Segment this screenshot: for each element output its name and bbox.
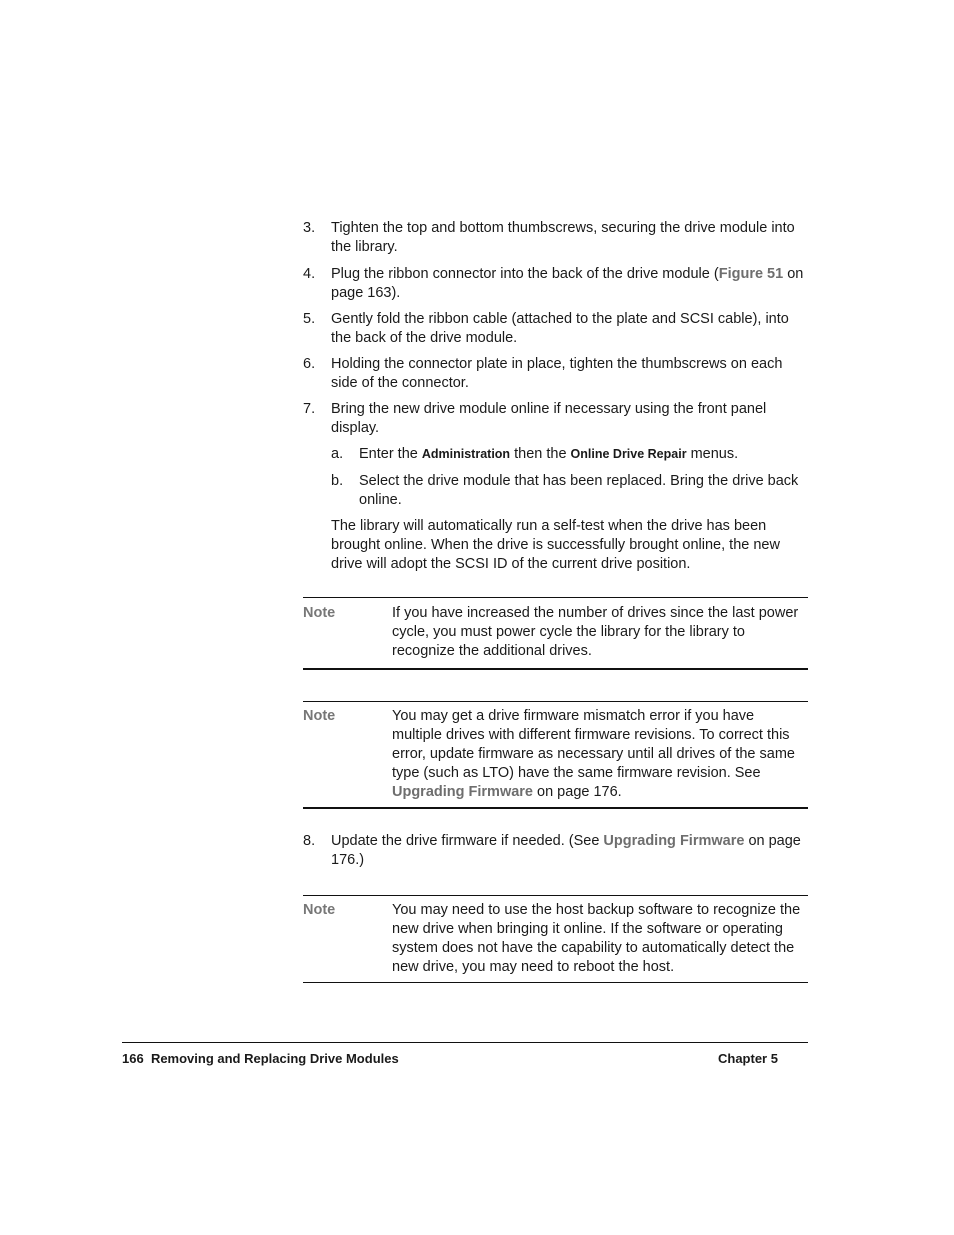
- note-text: [392, 901, 808, 977]
- step-text: [331, 355, 809, 393]
- note-label: Note: [303, 708, 336, 724]
- substep-text-run: then the: [510, 446, 571, 462]
- step-number: 7.: [303, 401, 316, 417]
- step-number: 6.: [303, 356, 316, 372]
- upgrading-firmware-link[interactable]: Upgrading Firmware: [603, 833, 745, 849]
- note-text-run: If you have increased the number of drives since the last power cycle, you must power cycle the library for the library to recognize the additional drives.: [392, 605, 799, 659]
- step-text-run: Gently fold the ribbon cable (attached to the plate and SCSI cable), into the back of the drive module.: [331, 311, 789, 346]
- upgrading-firmware-link[interactable]: Upgrading Firmware: [392, 784, 533, 800]
- step-text: [331, 400, 809, 438]
- substep-text-run: menus.: [686, 446, 739, 462]
- step-text-run: Plug the ribbon connector into the back of the drive module (: [331, 266, 719, 282]
- step-text: [331, 265, 809, 303]
- page-number: 166: [122, 1051, 144, 1066]
- note-bottom-rule: [303, 807, 808, 809]
- note-label: Note: [303, 902, 336, 918]
- note-top-rule: [303, 895, 808, 896]
- note-text-run: You may need to use the host backup software to recognize the new drive when bringing it online. If the software or operating system does not have the capability to automatically detect the new drive, you may need to reboot the host.: [392, 902, 801, 975]
- step-text: [331, 219, 809, 257]
- substep-letter: b.: [331, 473, 344, 489]
- substep-text: [359, 445, 809, 464]
- step-text-run: Holding the connector plate in place, tighten the thumbscrews on each side of the connector.: [331, 356, 783, 391]
- step-number: 4.: [303, 266, 316, 282]
- step-text: [331, 832, 809, 870]
- menu-name-online-drive-repair: Online Drive Repair: [570, 447, 687, 461]
- note-text: [392, 604, 808, 661]
- note-text-run: You may get a drive firmware mismatch error if you have multiple drives with different firmware revisions. To correct this error, update firmware as necessary until all drives of the same type (such as LTO) have the same firmware revision. See: [392, 708, 795, 781]
- substep-text-run: Enter the: [359, 446, 422, 462]
- step-text-run: on page 176.): [331, 833, 801, 868]
- note-top-rule: [303, 597, 808, 598]
- substep-text-run: Select the drive module that has been replaced. Bring the drive back online.: [359, 473, 799, 508]
- menu-name-administration: Administration: [421, 447, 511, 461]
- step-number: 8.: [303, 833, 316, 849]
- substep-letter: a.: [331, 446, 344, 462]
- section-title: Removing and Replacing Drive Modules: [150, 1051, 399, 1066]
- substep-text: [359, 472, 809, 510]
- step-number: 3.: [303, 220, 316, 236]
- step-text-run: Bring the new drive module online if necessary using the front panel display.: [331, 401, 767, 436]
- figure-link[interactable]: Figure 51: [718, 266, 784, 282]
- note-label: Note: [303, 605, 336, 621]
- note-text-run: on page 176.: [533, 784, 622, 800]
- note-bottom-rule: [303, 982, 808, 983]
- note-text: [392, 707, 808, 802]
- step-text-run: Tighten the top and bottom thumbscrews, securing the drive module into the library.: [331, 220, 795, 255]
- step-paragraph: The library will automatically run a self-test when the drive has been brought online. When the drive is successfully brought online, the new drive will adopt the SCSI ID of the current drive position.: [331, 518, 780, 572]
- step-number: 5.: [303, 311, 316, 327]
- step-text: [331, 310, 809, 348]
- step-text-run: Update the drive firmware if needed. (See: [331, 833, 604, 849]
- chapter-label: Chapter 5: [718, 1051, 778, 1066]
- note-top-rule: [303, 701, 808, 702]
- step-text-run: on page 163).: [331, 266, 804, 301]
- footer-rule: [122, 1042, 808, 1043]
- note-bottom-rule: [303, 668, 808, 670]
- footer-left: [122, 1049, 399, 1068]
